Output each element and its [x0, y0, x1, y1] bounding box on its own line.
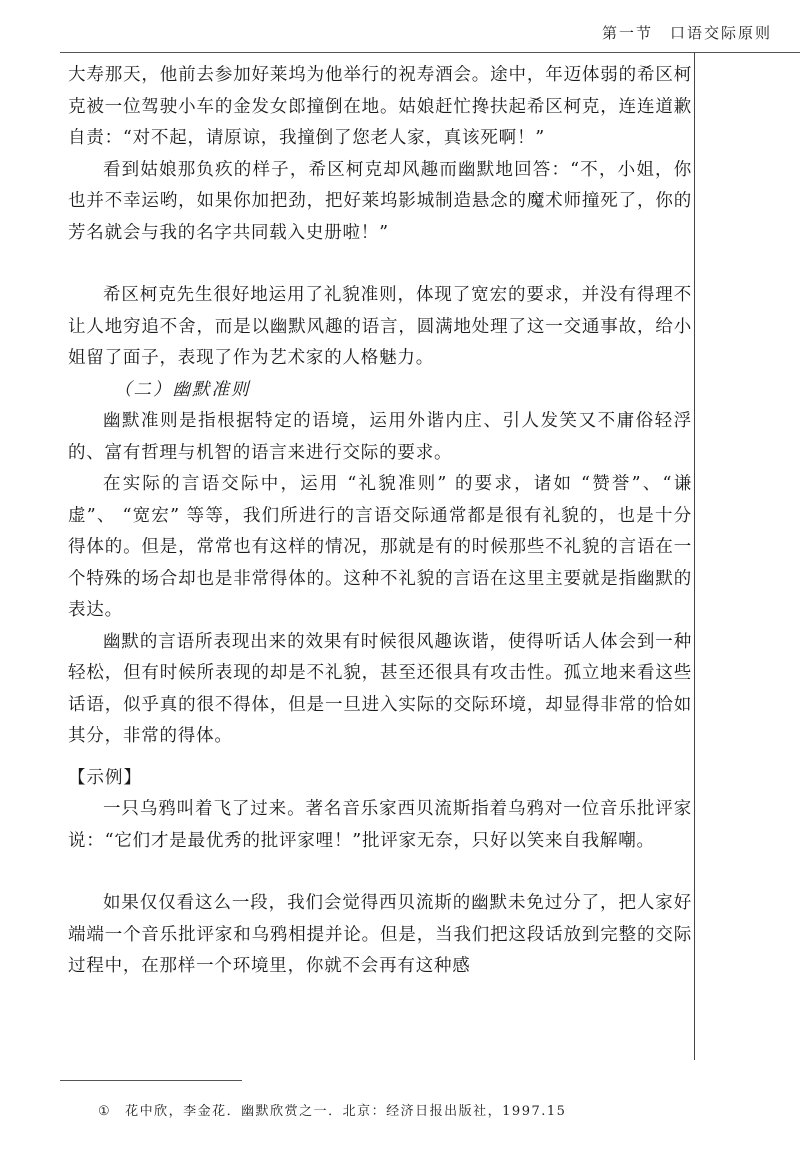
- footnote-text: 花中欣，李金花．幽默欣赏之一．北京：经济日报出版社，1997.15: [125, 1104, 567, 1119]
- paragraph-2: 看到姑娘那负疚的样子，希区柯克却风趣而幽默地回答：“不，小姐，你也并不幸运哟，如果你加把劲，把好莱坞影城制造悬念的魔术师撞死了，你的芳名就会与我的名字共同载入史册啦！”: [68, 159, 692, 243]
- paragraph-3: 希区柯克先生很好地运用了礼貌准则，体现了宽宏的要求，并没有得理不让人地穷追不舍，而是以幽默风趣的语言，圆满地处理了这一交通事故，给小姐留了面子，表现了作为艺术家的人格魅力。: [68, 285, 692, 368]
- footnote: [98, 1100, 566, 1119]
- paragraph-1: 大寿那天，他前去参加好莱坞为他举行的祝寿酒会。途中，年迈体弱的希区柯克被一位驾驶小车的金发女郎撞倒在地。姑娘赶忙搀扶起希区柯克，连连道歉自责：“对不起，请原谅，我撞倒了您老人家，真该死啊！”: [68, 65, 692, 148]
- paragraph-7: 一只乌鸦叫着飞了过来。著名音乐家西贝流斯指着乌鸦对一位音乐批评家说：“它们才是最优秀的批评家哩！”批评家无奈，只好以笑来自我解嘲。: [68, 799, 692, 851]
- footnote-marker: ①: [98, 1104, 112, 1119]
- margin-rule: [694, 52, 695, 1060]
- paragraph-4: 幽默准则是指根据特定的语境，运用外谐内庄、引人发笑又不庸俗轻浮的、富有哲理与机智的语言来进行交际的要求。: [68, 411, 692, 463]
- section-heading: （二）幽默准则: [114, 379, 251, 400]
- header-rule: [60, 52, 800, 53]
- paragraph-6: 幽默的言语所表现出来的效果有时候很风趣诙谐，使得听话人体会到一种轻松，但有时候所表现的却是不礼貌，甚至还很具有攻击性。孤立地来看这些话语，似乎真的很不得体，但是一旦进入实际的交际环境，却显得非常的恰如其分，非常的得体。: [68, 631, 692, 746]
- footnote-rule: [60, 1080, 242, 1081]
- body-text: [68, 60, 692, 983]
- paragraph-gap: [68, 857, 692, 888]
- paragraph-8: 如果仅仅看这么一段，我们会觉得西贝流斯的幽默未免过分了，把人家好端端一个音乐批评家和乌鸦相提并论。但是，当我们把这段话放到完整的交际过程中，在那样一个环境里，你就不会再有这种感: [68, 893, 692, 976]
- paragraph-5: 在实际的言语交际中，运用 “礼貌准则” 的要求，诸如 “赞誉”、“谦虚”、 “宽宏” 等等，我们所进行的言语交际通常都是很有礼貌的，也是十分得体的。但是，常常也有这样的情况，那就是有的时候那些不礼貌的言语在一个特殊的场合却也是非常得体的。这种不礼貌的言语在这里主要就是指幽默的表达。: [68, 474, 692, 620]
- example-label: 【示例】: [68, 767, 142, 788]
- running-header: 第一节 口语交际原则: [601, 24, 772, 42]
- paragraph-gap: [68, 249, 692, 280]
